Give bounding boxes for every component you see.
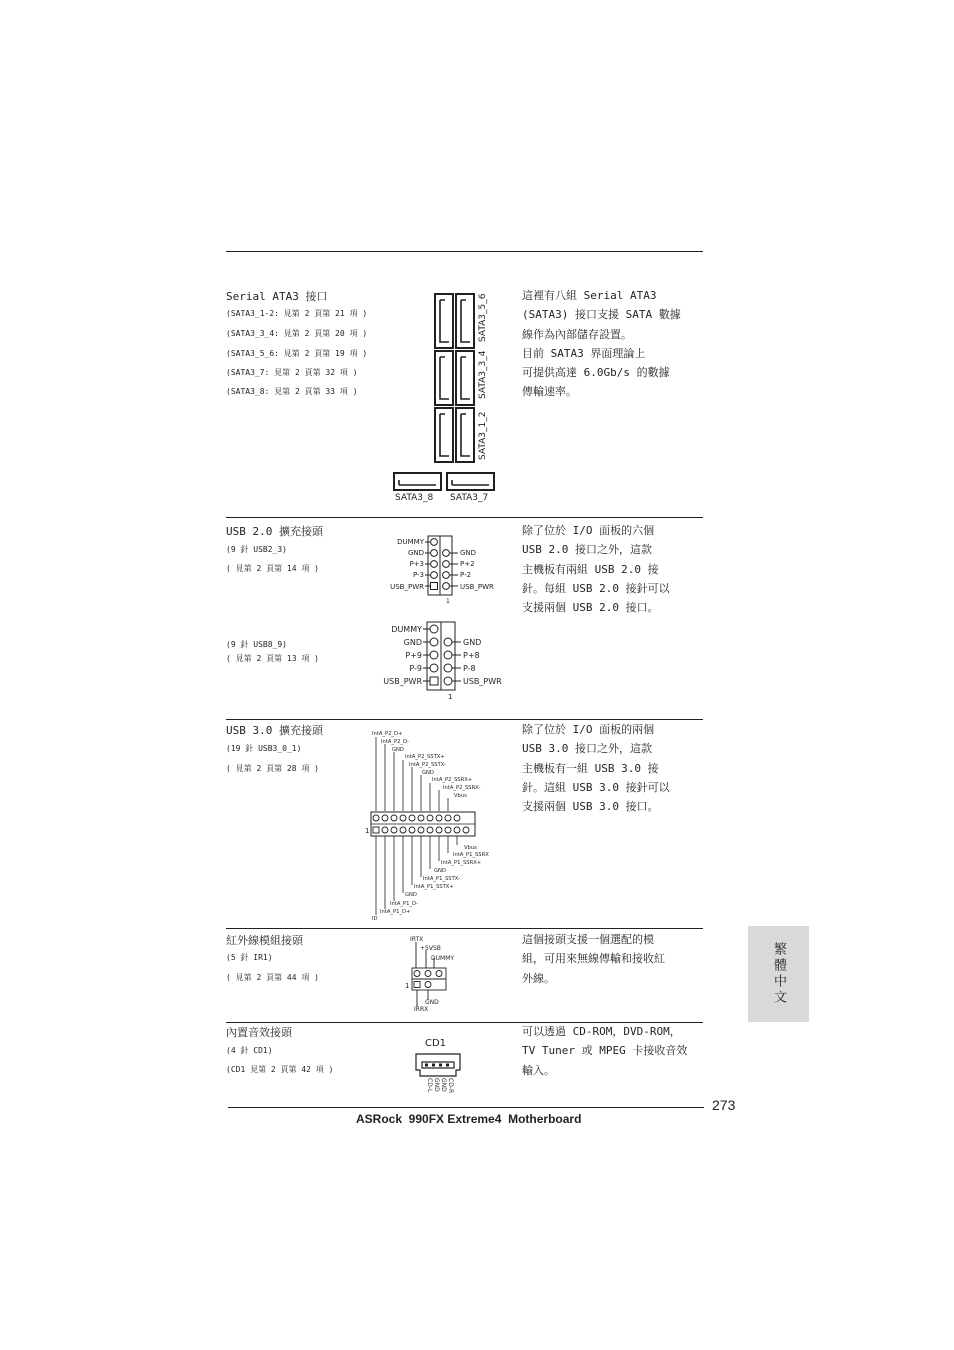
- usb2-h1-pwr-right: USB_PWR: [460, 583, 494, 591]
- ir-label-gnd: GND: [425, 999, 439, 1006]
- usb3-bottom-label-10: ID: [372, 916, 378, 922]
- usb3-top-label-8: IntA_P2_SSRX-: [443, 785, 481, 791]
- sata-label-5-6: SATA3_5_6: [478, 293, 488, 342]
- ir-label-dummy: DUMMY: [431, 955, 455, 962]
- usb2-h1-p-right: P+2: [460, 560, 475, 568]
- usb2-header-2-diagram: [372, 619, 522, 703]
- footer-rule: [228, 1107, 704, 1108]
- usb2-h1-pin1: 1: [446, 598, 450, 605]
- usb3-sub-2: ( 見第 2 頁第 28 項 ): [226, 764, 319, 773]
- cd-description: 可以透過 CD-ROM，DVD-ROM， TV Tuner 或 MPEG 卡接收音效 輸入。: [522, 1025, 688, 1077]
- usb3-top-label-2: IntA_P2_D-: [381, 739, 409, 745]
- usb3-description: 除了位於 I/O 面板的兩個 USB 3.0 接口之外，這款 主機板有一組 USB 3.0 接 針。這組 USB 3.0 接針可以 支援兩個 USB 3.0 接口。: [522, 723, 670, 814]
- sata-sub-5: (SATA3_8: 見第 2 頁第 33 項 ): [226, 387, 358, 396]
- cd-sub-1: (4 針 CD1): [226, 1046, 273, 1055]
- usb3-bottom-label-9: IntA_P1_D+: [380, 909, 411, 915]
- usb3-bottom-label-7: GND: [405, 892, 417, 898]
- cd-sub-2: (CD1 見第 2 頁第 42 項 ): [226, 1065, 334, 1074]
- sata-label-7: SATA3_7: [450, 493, 489, 503]
- usb2-h1-p-left: P+3: [409, 560, 424, 568]
- usb2-h2-m-right: P-8: [463, 664, 476, 673]
- usb2-sub-4: ( 見第 2 頁第 13 項 ): [226, 654, 319, 663]
- usb2-h1-dummy: DUMMY: [397, 538, 424, 546]
- header-rule: [226, 251, 703, 252]
- usb3-header-diagram: [364, 725, 514, 923]
- usb2-h2-gnd-right: GND: [463, 638, 482, 647]
- usb3-title: USB 3.0 擴充接頭: [226, 724, 323, 737]
- usb3-top-label-9: Vbus: [454, 793, 467, 799]
- ir-label-irrx: IRRX: [414, 1006, 429, 1013]
- usb3-top-label-7: IntA_P2_SSRX+: [432, 777, 473, 783]
- cd-pin-4: CD-R: [447, 1078, 454, 1094]
- usb2-header-1-diagram: [380, 533, 520, 605]
- ir-header-diagram: [400, 932, 480, 1016]
- usb3-top-label-6: GND: [422, 770, 434, 776]
- usb2-h2-pin1: 1: [448, 693, 453, 701]
- ir-sub-2: ( 見第 2 頁第 44 項 ): [226, 973, 319, 982]
- usb3-bottom-label-4: GND: [434, 868, 446, 874]
- cd-header-diagram: [412, 1036, 468, 1098]
- cd-pin-1: CD-L: [426, 1078, 433, 1093]
- sata-label-1-2: SATA3_1_2: [478, 411, 488, 460]
- ir-sub-1: (5 針 IR1): [226, 953, 273, 962]
- sata-8-connector: [394, 473, 441, 490]
- usb2-h2-dummy: DUMMY: [391, 625, 422, 634]
- ir-description: 這個接頭支援一個選配的模 組，可用來無線傳輸和接收紅 外線。: [522, 933, 665, 985]
- sata-pair-3-4: [435, 351, 474, 405]
- cd-label: CD1: [425, 1038, 447, 1049]
- usb3-top-label-4: IntA_P2_SSTX+: [405, 754, 445, 760]
- usb2-h2-p-right: P+8: [463, 651, 480, 660]
- usb3-bottom-label-1: Vbus: [464, 845, 477, 851]
- sata-pair-5-6: [435, 294, 474, 348]
- sata-connectors-diagram: [385, 288, 510, 508]
- usb3-bottom-label-5: IntA_P1_SSTX-: [423, 876, 460, 882]
- ir-pin1: 1: [405, 982, 410, 990]
- usb2-h2-pwr-left: USB_PWR: [383, 677, 422, 686]
- usb2-title: USB 2.0 擴充接頭: [226, 525, 323, 538]
- usb2-h1-gnd-right: GND: [460, 549, 477, 557]
- cd-pin-2: GND: [433, 1078, 440, 1092]
- divider-ir: [226, 928, 703, 929]
- language-side-tab: 繁體中文: [748, 926, 809, 1022]
- page-number: 273: [712, 1097, 736, 1113]
- usb3-top-label-5: IntA_P2_SSTX-: [409, 762, 446, 768]
- usb3-sub-1: (19 針 USB3_0_1): [226, 744, 302, 753]
- sata-sub-3: (SATA3_5_6: 見第 2 頁第 19 項 ): [226, 349, 368, 358]
- sata-label-3-4: SATA3_3_4: [478, 350, 488, 399]
- sata-7-connector: [447, 473, 494, 490]
- usb2-h1-pwr-left: USB_PWR: [390, 583, 424, 591]
- usb2-h1-gnd-left: GND: [407, 549, 424, 557]
- usb3-bottom-label-8: IntA_P1_D-: [390, 901, 418, 907]
- sata-sub-2: (SATA3_3_4: 見第 2 頁第 20 項 ): [226, 329, 368, 338]
- usb3-pin1: 1: [365, 827, 370, 835]
- divider-usb2: [226, 517, 703, 518]
- usb2-h1-m-right: P-2: [460, 571, 472, 579]
- ir-label-5vsb: +5VSB: [420, 945, 441, 952]
- cd-title: 內置音效接頭: [226, 1026, 292, 1039]
- usb2-sub-2: ( 見第 2 頁第 14 項 ): [226, 564, 319, 573]
- usb3-bottom-label-6: IntA_P1_SSTX+: [414, 884, 454, 890]
- usb3-bottom-label-3: IntA_P1_SSRX+: [441, 860, 482, 866]
- ir-title: 紅外線模組接頭: [226, 934, 303, 947]
- usb2-h2-gnd-left: GND: [403, 638, 422, 647]
- usb2-h1-m-left: P-3: [412, 571, 424, 579]
- usb3-top-label-1: IntA_P2_D+: [372, 731, 403, 737]
- usb2-description: 除了位於 I/O 面板的六個 USB 2.0 接口之外，這款 主機板有兩組 USB 2.0 接 針。每組 USB 2.0 接針可以 支援兩個 USB 2.0 接口。: [522, 524, 670, 615]
- sata-title: Serial ATA3 接口: [226, 290, 328, 303]
- usb2-sub-1: (9 針 USB2_3): [226, 545, 287, 554]
- sata-sub-4: (SATA3_7: 見第 2 頁第 32 項 ): [226, 368, 358, 377]
- usb2-h2-pwr-right: USB_PWR: [463, 677, 502, 686]
- sata-description: 這裡有八組 Serial ATA3 (SATA3) 接口支援 SATA 數據 線作為內部儲存設置。 目前 SATA3 界面理論上 可提供高達 6.0Gb/s 的數據 傳輸速率。: [522, 289, 681, 399]
- usb2-h2-p-left: P+9: [405, 651, 422, 660]
- footer-caption: ASRock 990FX Extreme4 Motherboard: [356, 1112, 582, 1126]
- sata-pair-1-2: [435, 408, 474, 462]
- ir-label-irtx: IRTX: [410, 936, 424, 943]
- usb3-top-label-3: GND: [392, 747, 404, 753]
- usb2-h2-m-left: P-9: [409, 664, 422, 673]
- sata-label-8: SATA3_8: [395, 493, 434, 503]
- usb2-sub-3: (9 針 USB8_9): [226, 640, 287, 649]
- sata-sub-1: (SATA3_1-2: 見第 2 頁第 21 項 ): [226, 309, 368, 318]
- usb3-bottom-label-2: IntA_P1_SSRX: [453, 852, 489, 858]
- cd-pin-3: GND: [440, 1078, 447, 1092]
